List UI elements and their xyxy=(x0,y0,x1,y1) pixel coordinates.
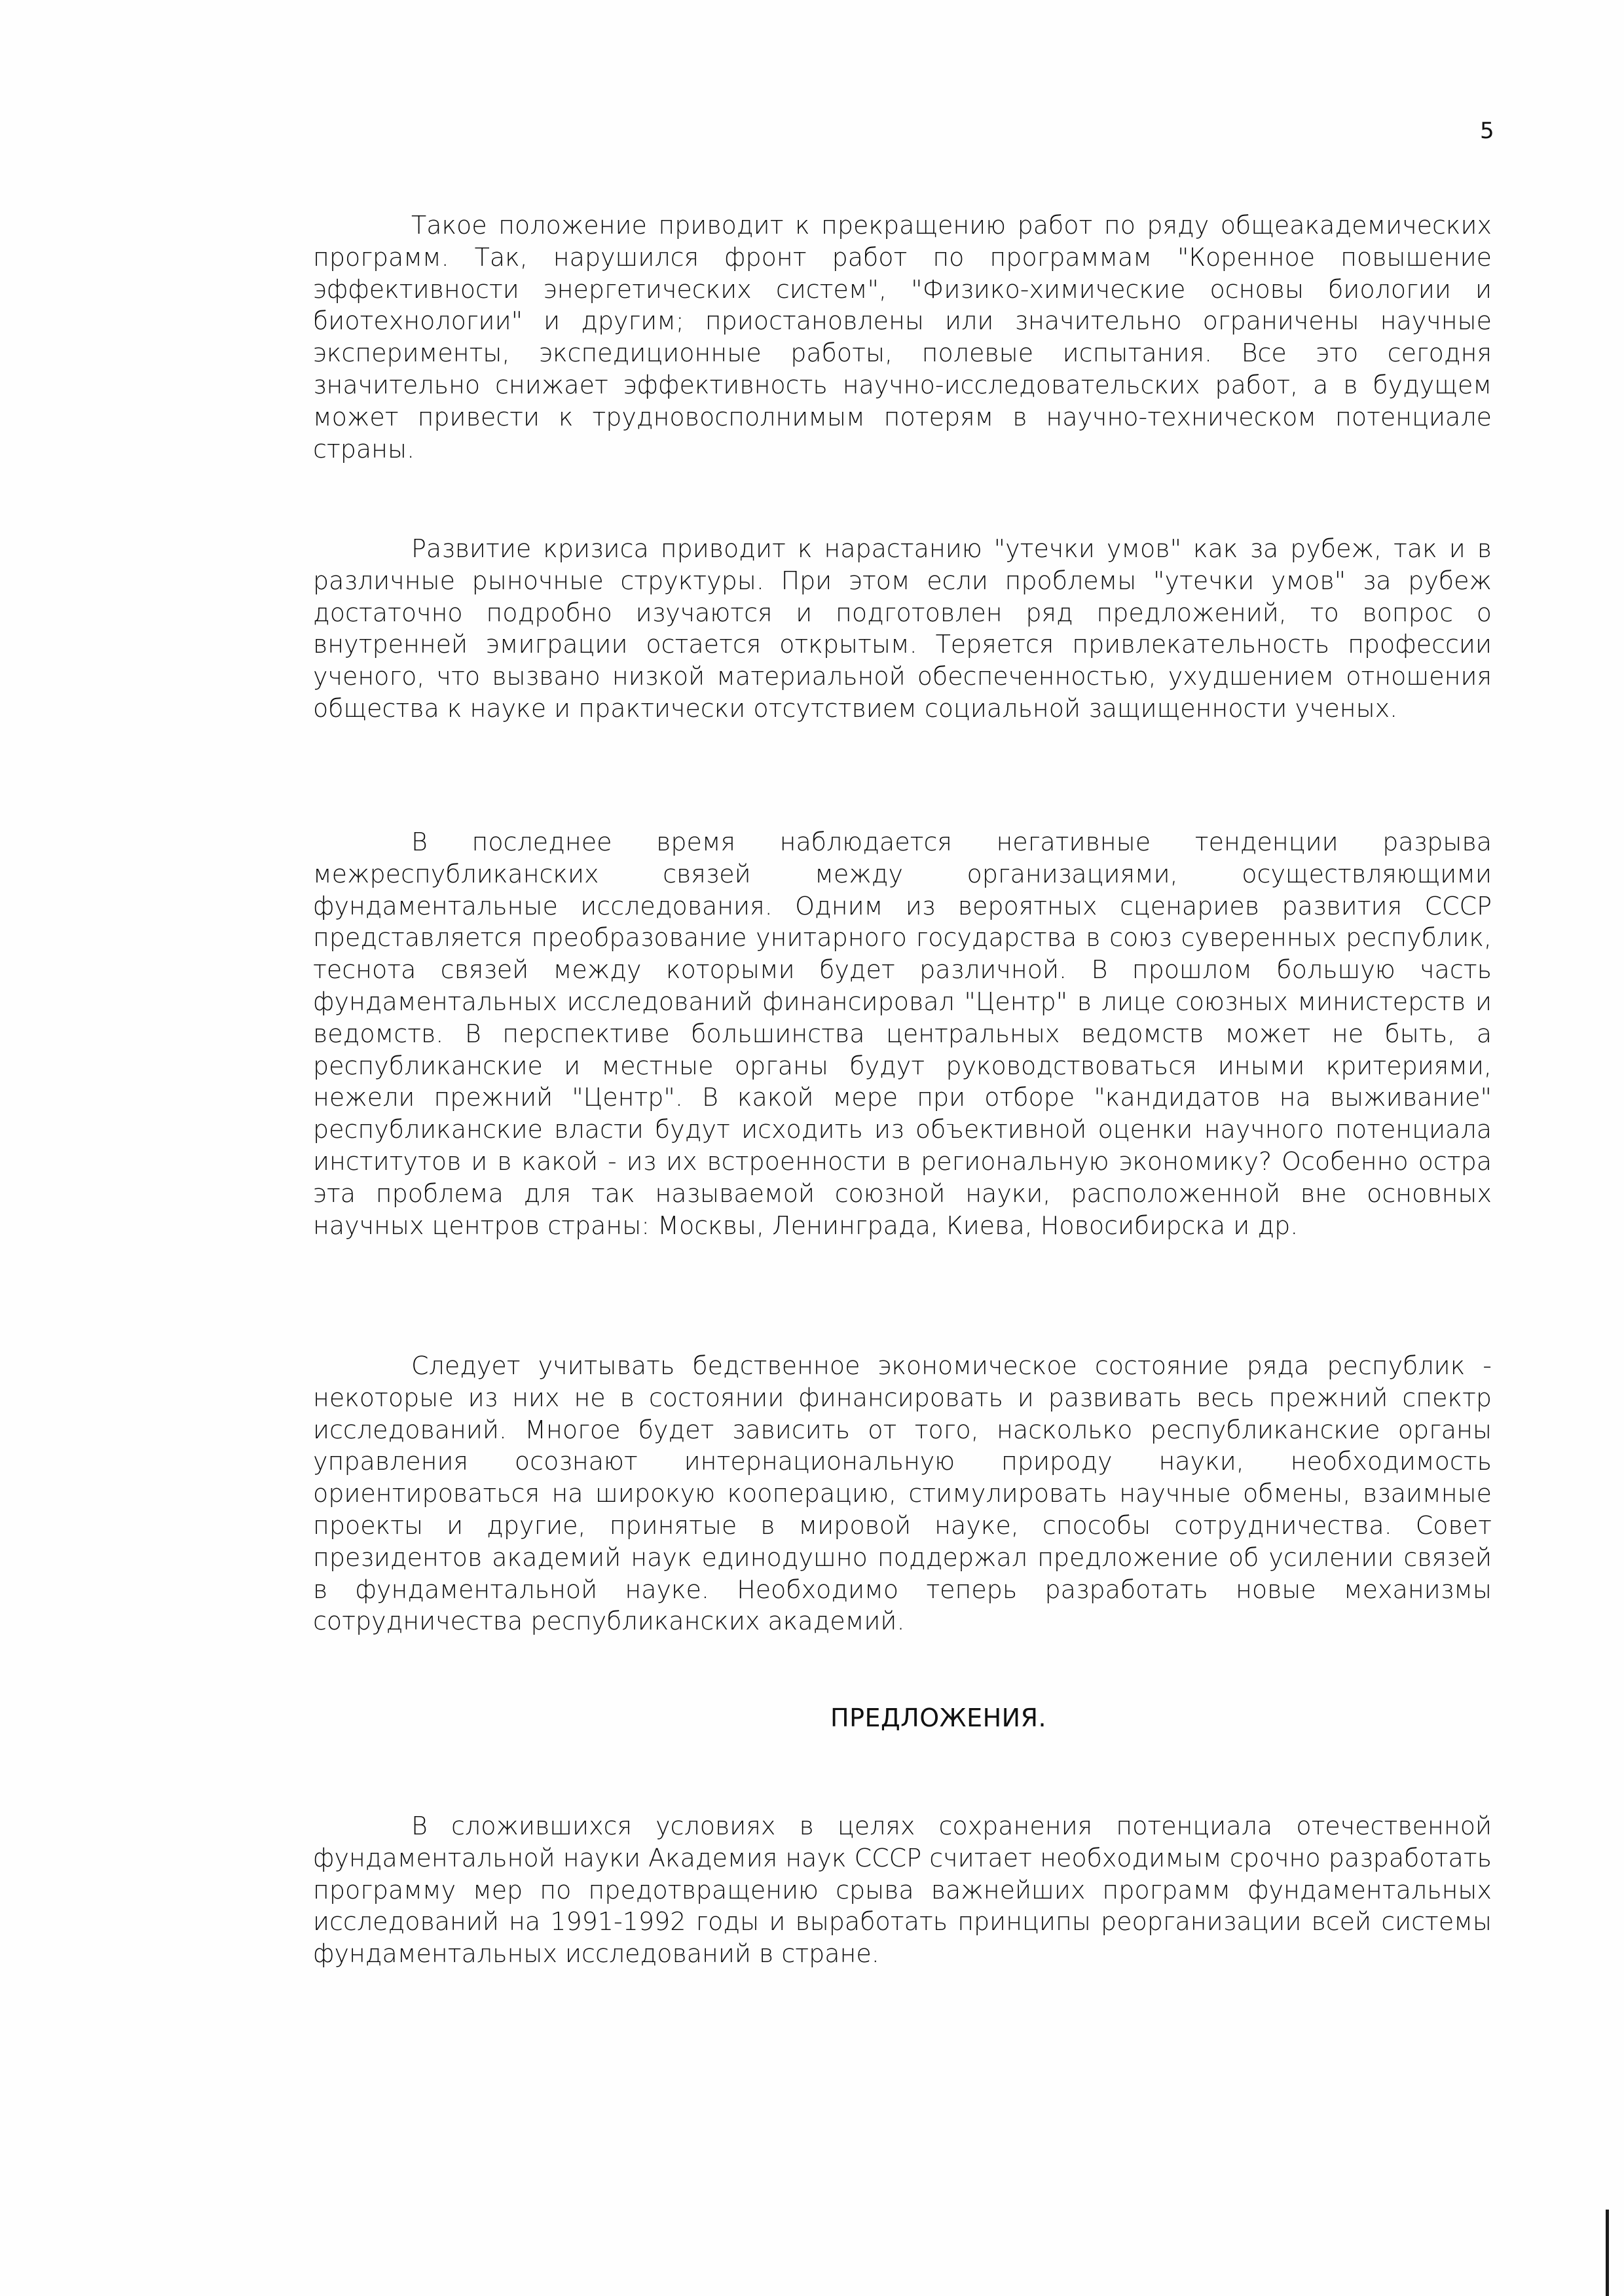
paragraph-interrepublic-ties: В последнее время наблюдается негативные тенденции разрыва межреспубликанских связей между организациями, осуществляющими фундаментальные исследования. Одним из вероятных сценариев развития СССР представляется преобразование унитарного государства в союз суверенных республик, теснота связей между которыми будет различной. В прошлом большую часть фундаментальных исследований финансировал "Центр" в лице союзных министерств и ведомств. В перспективе большинства центральных ведомств может не быть, а республиканские и местные органы будут руководствоваться иными критериями, нежели прежний "Центр". В какой мере при отборе "кандидатов на выживание" республиканские власти будут исходить из объективной оценки научного потенциала институтов и в какой - из их встроенности в региональную экономику? Особенно остра эта проблема для так называемой союзной науки, расположенной вне основных научных центров страны: Москвы, Ленинграда, Киева, Новосибирска и др. xyxy=(313,828,1492,1240)
paragraph-economic-state: Следует учитывать бедственное экономическое состояние ряда республик - некоторые из них не в состоянии финансировать и развивать весь прежний спектр исследований. Многое будет зависить от того, насколько республиканские органы управления осознают интернациональную природу науки, необходимость ориентироваться на широкую кооперацию, стимулировать научные обмены, взаимные проекты и другие, принятые в мировой науке, способы сотрудничества. Совет президентов академий наук единодушно поддержал предложение об усилении связей в фундаментальной науке. Необходимо теперь разработать новые механизмы сотрудничества республиканских академий. xyxy=(313,1351,1492,1636)
paragraph-brain-drain: Развитие кризиса приводит к нарастанию "утечки умов" как за рубеж, так и в различные рыночные структуры. При этом если проблемы "утечки умов" за рубеж достаточно подробно изучаются и подготовлен ряд предложений, то вопрос о внутренней эмиграции остается открытым. Теряется привлекательность профессии ученого, что вызвано низкой материальной обеспеченностью, ухудшением отношения общества к науке и практически отсутствием социальной защищенности ученых. xyxy=(313,534,1492,723)
paragraph-program-disruption: Такое положение приводит к прекращению работ по ряду общеакадемических программ. Так, нарушился фронт работ по программам "Коренное повышение эффективности энергетических систем", "Физико-химические основы биологии и биотехнологии" и другим; приостановлены или значительно ограничены научные эксперименты, экспедиционные работы, полевые испытания. Все это сегодня значительно снижает эффективность научно-исследовательских работ, а в будущем может привести к трудновосполнимым потерям в научно-техническом потенциале страны. xyxy=(313,211,1492,464)
section-heading-proposals: ПРЕДЛОЖЕНИЯ. xyxy=(830,1704,1047,1732)
scan-edge-mark xyxy=(1606,2210,1609,2296)
paragraph-proposal: В сложившихся условиях в целях сохранения потенциала отечественной фундаментальной науки Академия наук СССР считает необходимым срочно разработать программу мер по предотвращению срыва важнейших программ фундаментальных исследований на 1991-1992 годы и выработать принципы реорганизации всей системы фундаментальных исследований в стране. xyxy=(313,1812,1492,1969)
page-number: 5 xyxy=(1480,118,1494,144)
